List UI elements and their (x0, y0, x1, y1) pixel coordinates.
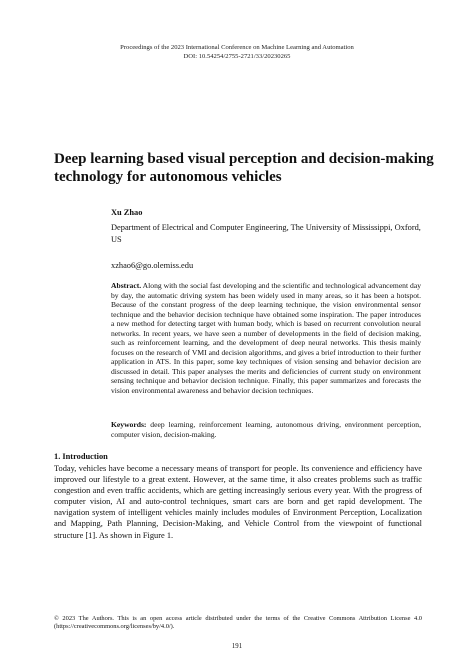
keywords-label: Keywords: (111, 420, 147, 429)
author-email: xzhao6@go.olemiss.edu (111, 261, 194, 270)
introduction-paragraph: Today, vehicles have become a necessary means of transport for people. Its convenience and efficiency have improved our lifestyle to a great extent. However, at the same time, it also creates problems such as traffic congestion and even traffic accidents, which are getting increasingly serious every year. With the progress of computer vision, AI and auto-control techniques, smart cars are born and get rapid development. The navigation system of intelligent vehicles mainly includes modules of Environment Perception, Localization and Mapping, Path Planning, Decision-Making, and Vehicle Control from the viewpoint of functional structure [1]. As shown in Figure 1. (54, 464, 422, 540)
doi-line: DOI: 10.54254/2755-2721/33/20230265 (183, 52, 291, 60)
author-affiliation: Department of Electrical and Computer Engineering, The University of Mississippi, Oxford, US (111, 223, 421, 244)
proceedings-line: Proceedings of the 2023 International Conference on Machine Learning and Automation (120, 44, 354, 51)
license-footnote: © 2023 The Authors. This is an open access article distributed under the terms of the Creative Commons Attribution License 4.0 (https://creativecommons.org/licenses/by/4.0/). (54, 615, 422, 631)
abstract-text: Along with the social fast developing and the scientific and technological advancement day by day, the automatic driving system has been widely used in many areas, so it has been a hotspot. Because of the constant progress of the deep learning technique, the vision environmental sensor technique and the behavior decision technique have obtained some inspiration. The paper introduces a new method for detecting target with human body, which is based on recurrent convolution neural networks. In recent years, we have seen a number of developments in the field of decision making, such as reinforcement learning, and the development of deep neural networks. This thesis mainly focuses on the research of VMI and decision algorithms, and gives a brief introduction to their further application in ATS. In this paper, some key techniques of vision sensing and behavior decision are discussed in detail. This paper analyses the merits and deficiencies of current study on environment sensing technique and behavior decision technique. Finally, this paper summarizes and forecasts the vision environmental awareness and behavior decision techniques. (111, 281, 421, 396)
paper-title: Deep learning based visual perception and decision-making technology for autonomous vehicles (54, 151, 434, 185)
keywords-text: deep learning, reinforcement learning, autonomous driving, environment perception, computer vision, decision-making. (111, 420, 421, 439)
abstract-label: Abstract. (111, 281, 142, 290)
page-number: 191 (231, 643, 243, 650)
section-heading-introduction: 1. Introduction (54, 452, 108, 461)
author-name: Xu Zhao (111, 208, 143, 217)
running-header (0, 44, 474, 61)
keywords (111, 420, 421, 439)
abstract (111, 281, 421, 396)
